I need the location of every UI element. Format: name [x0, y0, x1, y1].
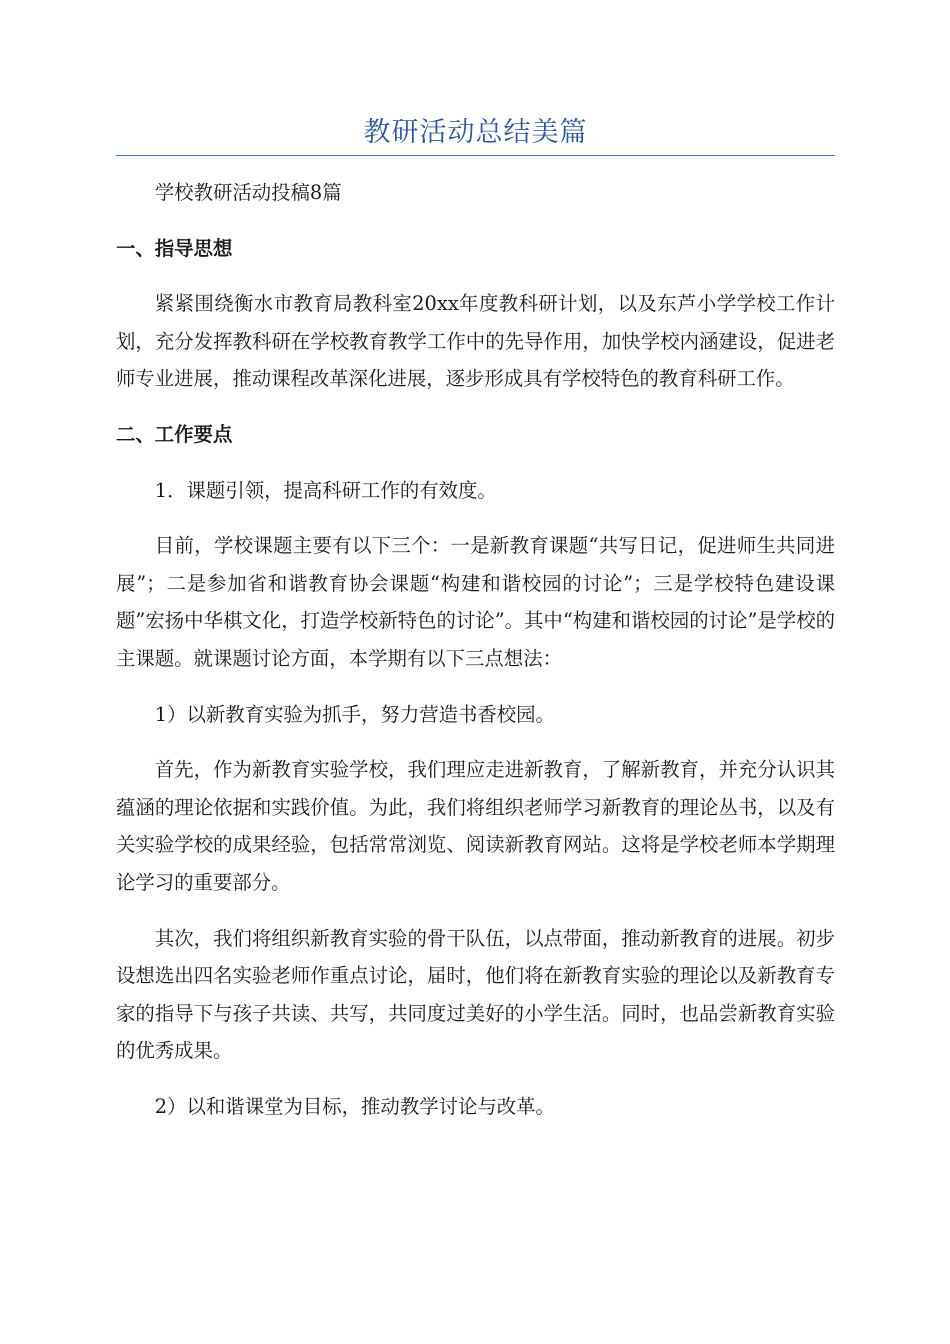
- paragraph: 2）以和谐课堂为目标，推动教学讨论与改革。: [154, 1094, 555, 1118]
- section-heading: 二、工作要点: [116, 422, 233, 446]
- paragraph: 1．课题引领，提高科研工作的有效度。: [154, 478, 497, 502]
- paragraph: 首先，作为新教育实验学校，我们理应走进新教育，了解新教育，并充分认识其蕴涵的理论依据和实践价值。为此，我们将组织老师学习新教育的理论丛书，以及有关实验学校的成果经验，包括常常浏览、阅读新教育网站。这将是学校老师本学期理论学习的重要部分。: [116, 758, 835, 894]
- document-body: [116, 174, 835, 1143]
- title-divider: [116, 155, 835, 156]
- paragraph: 其次，我们将组织新教育实验的骨干队伍，以点带面，推动新教育的进展。初步设想选出四名实验老师作重点讨论，届时，他们将在新教育实验的理论以及新教育专家的指导下与孩子共读、共写，共同度过美好的小学生活。同时，也品尝新教育实验的优秀成果。: [116, 926, 835, 1063]
- section-heading: 一、指导思想: [116, 236, 233, 260]
- paragraph: 紧紧围绕衡水市教育局教科室20xx年度教科研计划，以及东芦小学学校工作计划，充分发挥教科研在学校教育教学工作中的先导作用，加快学校内涵建设，促进老师专业进展，推动课程改革深化进展，逐步形成具有学校特色的教育科研工作。: [116, 292, 835, 391]
- page-title: 教研活动总结美篇: [363, 117, 588, 148]
- document-subtitle: 学校教研活动投稿8篇: [154, 181, 342, 204]
- paragraph: 1）以新教育实验为抓手，努力营造书香校园。: [154, 702, 555, 726]
- paragraph: 目前，学校课题主要有以下三个：一是新教育课题“共写日记，促进师生共同进展”；二是参加省和谐教育协会课题“构建和谐校园的讨论”；三是学校特色建设课题”宏扬中华棋文化，打造学校新特色的讨论”。其中“构建和谐校园的讨论”是学校的主课题。就课题讨论方面，本学期有以下三点想法：: [116, 534, 835, 670]
